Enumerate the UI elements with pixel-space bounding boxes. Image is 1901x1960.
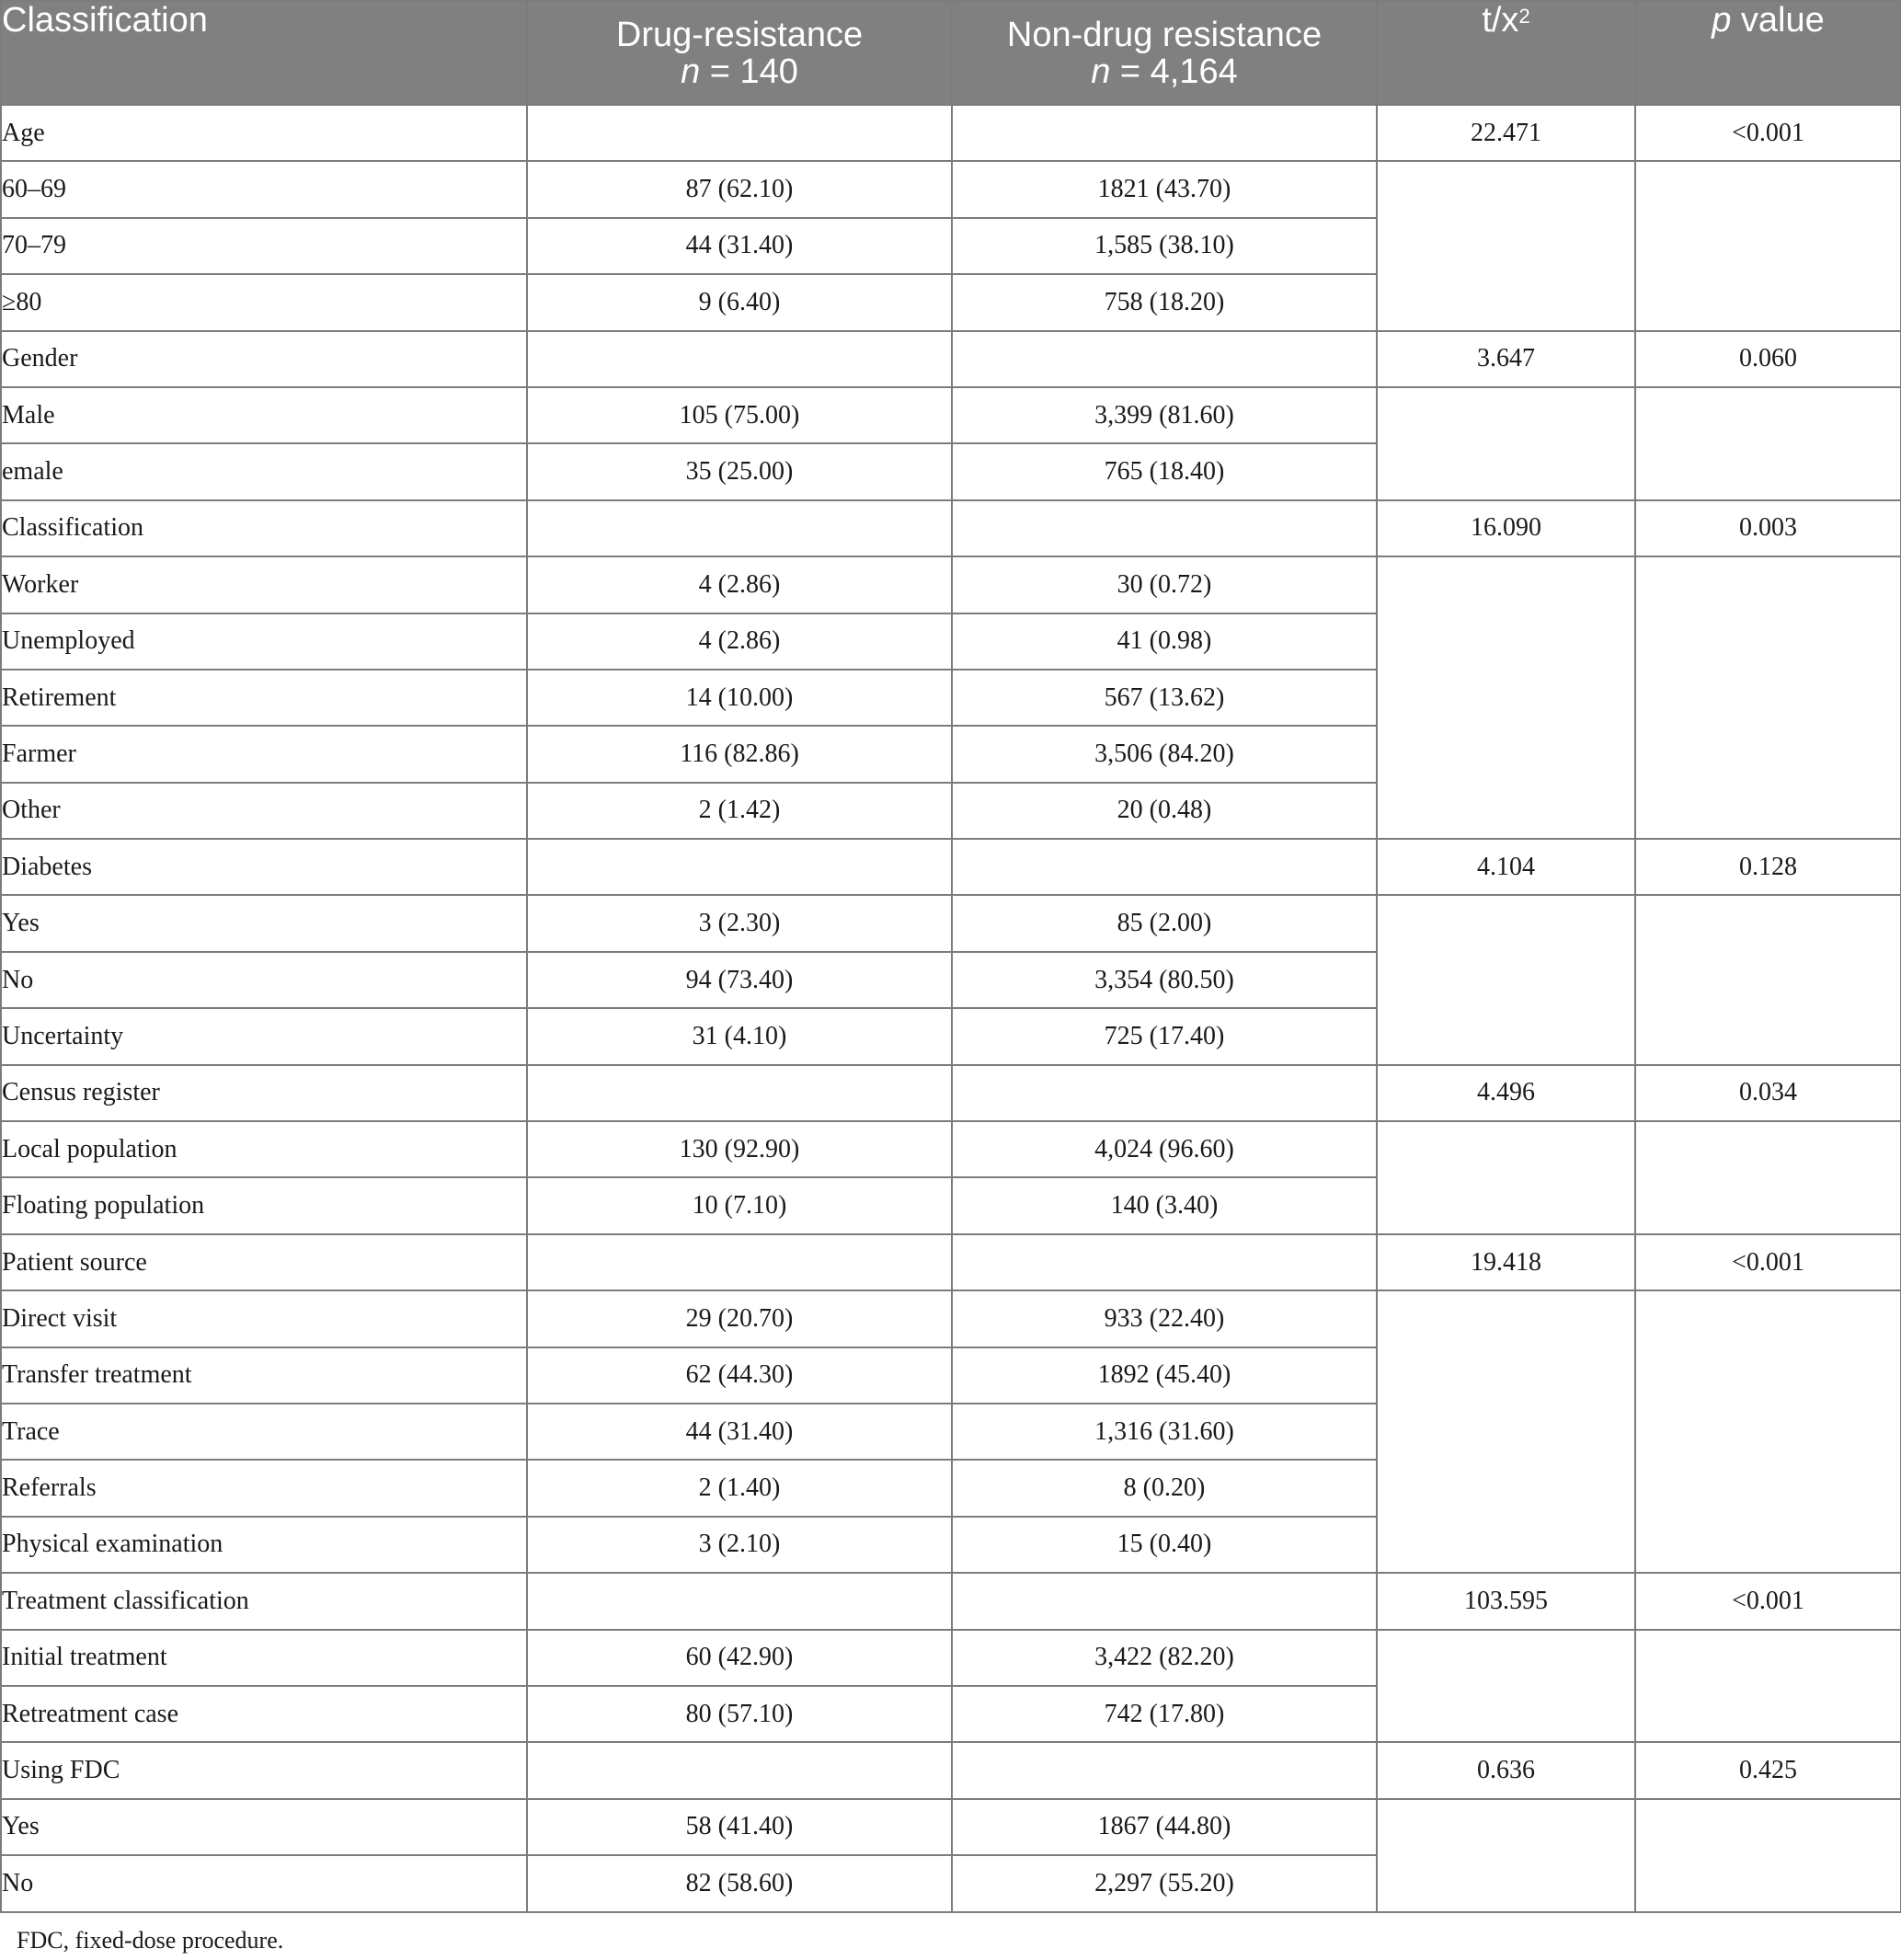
non-drug-resistance-value: 30 (0.72) [952,556,1377,613]
group-drug-resistance-blank [527,1234,952,1290]
row-label: 60–69 [1,161,527,217]
group-non-drug-resistance-blank [952,1065,1377,1121]
group-statistic: 0.636 [1377,1742,1635,1798]
table-footnote: FDC, fixed-dose procedure. [17,1927,284,1954]
drug-resistance-value: 58 (41.40) [527,1799,952,1855]
row-label: Referrals [1,1460,527,1516]
drug-resistance-value: 44 (31.40) [527,218,952,274]
drug-resistance-value: 2 (1.40) [527,1460,952,1516]
table-row [1,1799,1901,1855]
group-p-value: <0.001 [1635,105,1901,161]
row-label: Transfer treatment [1,1347,527,1404]
non-drug-resistance-value: 2,297 (55.20) [952,1855,1377,1911]
drug-resistance-value: 3 (2.30) [527,895,952,951]
n-value: = 140 [700,52,798,91]
group-p-value: 0.034 [1635,1065,1901,1121]
table-row [1,387,1901,443]
group-statistic: 22.471 [1377,105,1635,161]
drug-resistance-value: 31 (4.10) [527,1008,952,1064]
group-statistic: 4.104 [1377,839,1635,895]
drug-resistance-value: 35 (25.00) [527,443,952,499]
group-p-value-span [1635,895,1901,1064]
group-p-value: 0.128 [1635,839,1901,895]
non-drug-resistance-value: 3,354 (80.50) [952,952,1377,1008]
row-label: Physical examination [1,1517,527,1573]
row-label: Yes [1,895,527,951]
n-value: = 4,164 [1110,52,1238,91]
header-statistic [1377,1,1635,105]
row-label: Floating population [1,1177,527,1233]
group-statistic-span [1377,895,1635,1064]
header-non-drug-resistance [952,1,1377,105]
row-label: Yes [1,1799,527,1855]
row-label: Worker [1,556,527,613]
row-label: Retreatment case [1,1686,527,1742]
header-classification: Classification [1,1,527,105]
group-p-value: 0.425 [1635,1742,1901,1798]
group-drug-resistance-blank [527,1742,952,1798]
drug-resistance-value: 105 (75.00) [527,387,952,443]
non-drug-resistance-value: 765 (18.40) [952,443,1377,499]
group-statistic: 16.090 [1377,500,1635,556]
group-p-value: 0.060 [1635,331,1901,387]
group-statistic-span [1377,1630,1635,1743]
drug-resistance-value: 80 (57.10) [527,1686,952,1742]
non-drug-resistance-value: 1892 (45.40) [952,1347,1377,1404]
group-p-value-span [1635,1799,1901,1912]
drug-resistance-value: 60 (42.90) [527,1630,952,1686]
drug-resistance-value: 9 (6.40) [527,274,952,330]
group-statistic: 4.496 [1377,1065,1635,1121]
group-label: Census register [1,1065,527,1121]
group-label: Age [1,105,527,161]
table-row [1,556,1901,613]
row-label: Initial treatment [1,1630,527,1686]
group-header-row [1,1742,1901,1798]
non-drug-resistance-value: 20 (0.48) [952,783,1377,839]
group-statistic-span [1377,556,1635,839]
row-label: Uncertainty [1,1008,527,1064]
table-row [1,1121,1901,1177]
non-drug-resistance-value: 1821 (43.70) [952,161,1377,217]
drug-resistance-value: 44 (31.40) [527,1404,952,1460]
non-drug-resistance-value: 3,422 (82.20) [952,1630,1377,1686]
group-p-value-span [1635,1121,1901,1234]
group-p-value: <0.001 [1635,1573,1901,1629]
group-non-drug-resistance-blank [952,839,1377,895]
row-label: Other [1,783,527,839]
drug-resistance-value: 116 (82.86) [527,726,952,782]
non-drug-resistance-value: 933 (22.40) [952,1290,1377,1347]
header-statistic-base: t/x [1482,1,1519,40]
non-drug-resistance-value: 742 (17.80) [952,1686,1377,1742]
group-p-value-span [1635,556,1901,839]
group-statistic: 19.418 [1377,1234,1635,1290]
non-drug-resistance-value: 4,024 (96.60) [952,1121,1377,1177]
header-drug-resistance [527,1,952,105]
group-label: Gender [1,331,527,387]
row-label: Unemployed [1,613,527,670]
drug-resistance-value: 10 (7.10) [527,1177,952,1233]
group-non-drug-resistance-blank [952,105,1377,161]
row-label: No [1,952,527,1008]
group-statistic-span [1377,387,1635,500]
non-drug-resistance-value: 1867 (44.80) [952,1799,1377,1855]
drug-resistance-value: 82 (58.60) [527,1855,952,1911]
table-row [1,895,1901,951]
group-statistic: 3.647 [1377,331,1635,387]
drug-resistance-value: 14 (10.00) [527,670,952,726]
group-p-value-span [1635,1630,1901,1743]
row-label: Direct visit [1,1290,527,1347]
group-non-drug-resistance-blank [952,331,1377,387]
non-drug-resistance-value: 85 (2.00) [952,895,1377,951]
group-p-value: 0.003 [1635,500,1901,556]
group-header-row [1,1065,1901,1121]
group-header-row [1,1573,1901,1629]
group-statistic-span [1377,161,1635,330]
group-non-drug-resistance-blank [952,500,1377,556]
non-drug-resistance-value: 15 (0.40) [952,1517,1377,1573]
header-drug-resistance-title: Drug-resistance [615,15,864,54]
group-statistic: 103.595 [1377,1573,1635,1629]
non-drug-resistance-value: 1,316 (31.60) [952,1404,1377,1460]
non-drug-resistance-value: 758 (18.20) [952,274,1377,330]
group-drug-resistance-blank [527,839,952,895]
non-drug-resistance-value: 3,506 (84.20) [952,726,1377,782]
drug-resistance-value: 4 (2.86) [527,613,952,670]
table-row [1,161,1901,217]
table-header [1,1,1901,105]
group-p-value: <0.001 [1635,1234,1901,1290]
non-drug-resistance-value: 3,399 (81.60) [952,387,1377,443]
n-symbol: n [681,52,701,91]
p-value-label: value [1731,1,1825,40]
non-drug-resistance-value: 140 (3.40) [952,1177,1377,1233]
header-p-value [1635,1,1901,105]
group-p-value-span [1635,387,1901,500]
header-statistic-sup: 2 [1518,5,1530,28]
group-label: Diabetes [1,839,527,895]
non-drug-resistance-value: 725 (17.40) [952,1008,1377,1064]
group-statistic-span [1377,1290,1635,1573]
header-drug-resistance-n [528,53,951,90]
table-row [1,1290,1901,1347]
non-drug-resistance-value: 567 (13.62) [952,670,1377,726]
row-label: Farmer [1,726,527,782]
row-label: 70–79 [1,218,527,274]
row-label: emale [1,443,527,499]
group-label: Treatment classification [1,1573,527,1629]
drug-resistance-value: 87 (62.10) [527,161,952,217]
non-drug-resistance-value: 1,585 (38.10) [952,218,1377,274]
group-drug-resistance-blank [527,500,952,556]
drug-resistance-value: 130 (92.90) [527,1121,952,1177]
group-header-row [1,839,1901,895]
group-header-row [1,1234,1901,1290]
group-statistic-span [1377,1799,1635,1912]
row-label: ≥80 [1,274,527,330]
group-header-row [1,500,1901,556]
header-non-drug-resistance-title: Non-drug resistance [1006,15,1323,54]
group-label: Classification [1,500,527,556]
group-label: Using FDC [1,1742,527,1798]
p-symbol: p [1712,1,1732,40]
drug-resistance-value: 2 (1.42) [527,783,952,839]
drug-resistance-value: 94 (73.40) [527,952,952,1008]
group-p-value-span [1635,161,1901,330]
drug-resistance-value: 29 (20.70) [527,1290,952,1347]
table-body [1,105,1901,1912]
group-header-row [1,331,1901,387]
group-p-value-span [1635,1290,1901,1573]
non-drug-resistance-value: 41 (0.98) [952,613,1377,670]
group-non-drug-resistance-blank [952,1573,1377,1629]
row-label: Male [1,387,527,443]
group-drug-resistance-blank [527,1573,952,1629]
table-row [1,1630,1901,1686]
group-statistic-span [1377,1121,1635,1234]
header-row [1,1,1901,105]
n-symbol: n [1091,52,1111,91]
group-drug-resistance-blank [527,1065,952,1121]
header-non-drug-resistance-n [953,53,1376,90]
row-label: Trace [1,1404,527,1460]
row-label: Local population [1,1121,527,1177]
group-header-row [1,105,1901,161]
group-non-drug-resistance-blank [952,1742,1377,1798]
group-label: Patient source [1,1234,527,1290]
drug-resistance-value: 4 (2.86) [527,556,952,613]
group-drug-resistance-blank [527,105,952,161]
group-drug-resistance-blank [527,331,952,387]
drug-resistance-value: 3 (2.10) [527,1517,952,1573]
group-non-drug-resistance-blank [952,1234,1377,1290]
non-drug-resistance-value: 8 (0.20) [952,1460,1377,1516]
row-label: No [1,1855,527,1911]
drug-resistance-value: 62 (44.30) [527,1347,952,1404]
row-label: Retirement [1,670,527,726]
